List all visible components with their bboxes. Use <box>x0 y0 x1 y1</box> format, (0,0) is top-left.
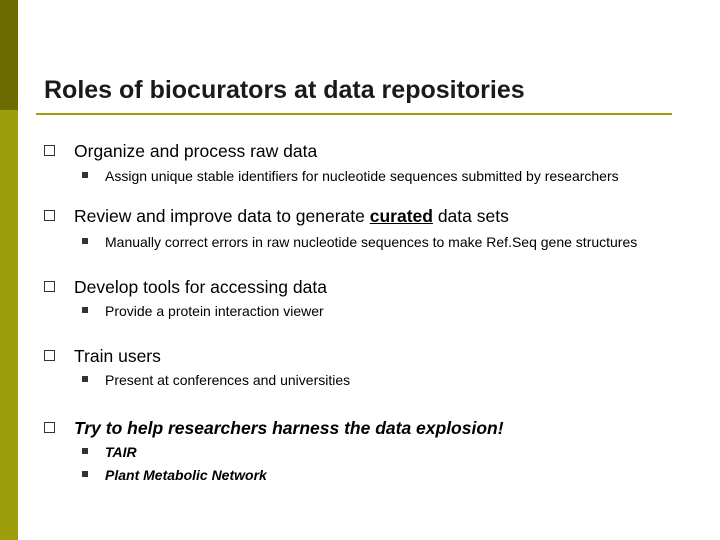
slide-title: Roles of biocurators at data repositories <box>44 76 525 104</box>
sub-bullet-text: Provide a protein interaction viewer <box>105 303 324 319</box>
filled-square-bullet-icon <box>82 307 88 313</box>
sub-bullet-text: TAIR <box>105 444 137 460</box>
curated-emphasis: curated <box>369 206 433 226</box>
filled-square-bullet-icon <box>82 471 88 477</box>
sub-bullet-text: Manually correct errors in raw nucleotide sequences to make Ref.Seq gene structures <box>105 234 638 250</box>
bullet-text <box>74 206 509 227</box>
hollow-square-bullet-icon <box>44 350 55 361</box>
sidebar-bar-top <box>0 0 18 110</box>
filled-square-bullet-icon <box>82 238 88 244</box>
sub-bullet-text: Plant Metabolic Network <box>105 467 267 483</box>
bullet-text: Organize and process raw data <box>74 141 318 161</box>
sub-bullet-text: Present at conferences and universities <box>105 372 351 388</box>
filled-square-bullet-icon <box>82 172 88 178</box>
sub-bullet-text: Assign unique stable identifiers for nucleotide sequences submitted by researchers <box>105 168 619 184</box>
bullet-text: Train users <box>74 346 161 366</box>
bullet-text-before: Review and improve data to generate <box>74 206 370 226</box>
bullet-text: Develop tools for accessing data <box>74 277 327 297</box>
bullet-text-after: data sets <box>432 206 509 226</box>
hollow-square-bullet-icon <box>44 210 55 221</box>
hollow-square-bullet-icon <box>44 281 55 292</box>
title-underline <box>36 113 672 115</box>
hollow-square-bullet-icon <box>44 145 55 156</box>
hollow-square-bullet-icon <box>44 422 55 433</box>
bullet-text: Try to help researchers harness the data explosion! <box>74 418 504 438</box>
filled-square-bullet-icon <box>82 376 88 382</box>
sidebar-bar <box>0 0 18 540</box>
filled-square-bullet-icon <box>82 448 88 454</box>
